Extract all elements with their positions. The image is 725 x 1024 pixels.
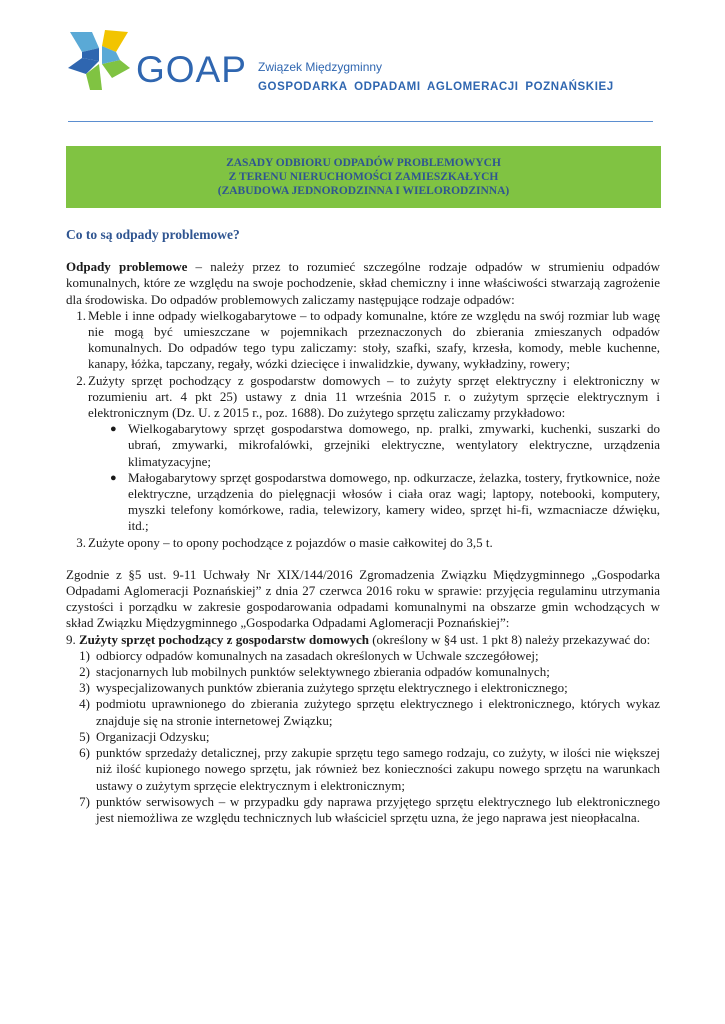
- logo-wordmark: GOAP: [136, 49, 247, 90]
- regulation-point-text: (określony w §4 ust. 1 pkt 8) należy przekazywać do:: [368, 631, 651, 647]
- bullet-icon: ●: [110, 423, 117, 436]
- banner-line1: ZASADY ODBIORU ODPADÓW PROBLEMOWYCH: [226, 157, 501, 169]
- title-banner: [66, 146, 661, 208]
- list-item: [79, 728, 660, 745]
- list-item: [79, 664, 660, 680]
- list-item-number: 3): [79, 680, 90, 696]
- list-item-text: Organizacji Odzysku;: [96, 728, 210, 744]
- org-name-line2: GOSPODARKA ODPADAMI AGLOMERACJI POZNAŃSKIEJ: [258, 81, 614, 93]
- list-item: [76, 372, 660, 535]
- list-item-text: wyspecjalizowanych punktów zbierania zużytego sprzętu elektrycznego i elektronicznego;: [96, 680, 568, 696]
- list-item: [79, 680, 660, 696]
- intro-term: Odpady problemowe: [66, 259, 188, 275]
- document-body: [66, 227, 660, 826]
- intro-paragraph: [66, 259, 660, 308]
- bullet-text: Małogabarytowy sprzęt gospodarstwa domowego, np. odkurzacze, żelazka, tostery, frytkownice, noże elektryczne, urządzenia do pielęgnacji włosów i ciała oraz wagi; laptopy, notebooki, komputery, myszki telefony komórkowe, radia, telewizory, kamery wideo, sprzęt hi-fi, wzmacniacze dźwięku, itd.;: [128, 469, 660, 534]
- list-item-text: Zużyte opony – to opony pochodzące z pojazdów o masie całkowitej do 3,5 t.: [88, 534, 493, 550]
- list-item: [76, 534, 660, 551]
- list-item-text: odbiorcy odpadów komunalnych na zasadach określonych w Uchwale szczegółowej;: [96, 647, 539, 663]
- list-item-text: punktów serwisowych – w przypadku gdy naprawa przyjętego sprzętu elektrycznego lub elektronicznego jest niemożliwa ze względu technicznych lub właściciel sprzętu uzna, że jego naprawa jest nieopłacalna.: [96, 793, 660, 825]
- list-item: [76, 307, 660, 373]
- intro-definition: – należy przez to rozumieć szczególne rodzaje odpadów w strumieniu odpadów komunalnych, które ze względu na swoje pochodzenie, skład chemiczny i inne właściwości stwarzają zagrożenie dla środowiska. Do odpadów problemowych zaliczamy następujące rodzaje odpadów:: [66, 259, 660, 307]
- regulation-point-number: 9.: [66, 631, 76, 647]
- list-item-number: 5): [79, 728, 90, 744]
- banner-line2: Z TERENU NIERUCHOMOŚCI ZAMIESZKAŁYCH: [228, 171, 499, 183]
- regulation-point: [66, 632, 660, 648]
- list-item-number: 6): [79, 745, 90, 761]
- goap-logo-icon: [68, 30, 130, 92]
- document-header: [68, 28, 658, 98]
- list-item-text: Zużyty sprzęt pochodzący z gospodarstw domowych – to zużyty sprzęt elektryczny i elektroniczny w rozumieniu art. 4 pkt 25) ustawy z dnia 11 września 2015 r. o zużytym sprzęcie elektrycznym i elektronicznym (Dz. U. z 2015 r., poz. 1688). Do zużytego sprzętu zaliczamy przykładowo:: [88, 372, 660, 421]
- disposal-options-list: [66, 648, 660, 826]
- waste-types-list: [66, 308, 660, 551]
- regulation-point-subject: Zużyty sprzęt pochodzący z gospodarstw domowych: [79, 631, 369, 647]
- list-item-text: punktów sprzedaży detalicznej, przy zakupie sprzętu tego samego rodzaju, co zużyty, w ilości nie większej niż ilość kupionego nowego sprzętu, jak również bez konieczności zakupu nowego sprzętu na warunkach ustawy o zużytym sprzęcie elektrycznym i elektronicznym;: [96, 745, 660, 793]
- regulation-paragraph: Zgodnie z §5 ust. 9-11 Uchwały Nr XIX/144/2016 Zgromadzenia Związku Międzygminnego „Gospodarka Odpadami Aglomeracji Poznańskiej” z dnia 27 czerwca 2016 roku w sprawie: przyjęcia regulaminu utrzymania czystości i porządku w zakresie gospodarowania odpadami komunalnymi na obszarze gmin wchodzących w skład Związku Międzygminnego „Gospodarka Odpadami Aglomeracji Poznańskiej”:: [66, 566, 660, 631]
- list-item-number: 3.: [76, 534, 86, 550]
- list-item: [79, 647, 660, 664]
- list-item-number: 1): [79, 647, 90, 663]
- bullet-icon: ●: [110, 471, 117, 484]
- org-name-line1: Związek Międzygminny: [258, 60, 383, 74]
- list-item-number: 7): [79, 793, 90, 809]
- list-item: [79, 793, 660, 826]
- list-item: [79, 745, 660, 794]
- list-item-number: 1.: [76, 307, 86, 323]
- bullet-item: [110, 421, 660, 470]
- header-divider: [68, 121, 653, 122]
- list-item-number: 2): [79, 664, 90, 680]
- list-item-text: podmiotu uprawnionego do zbierania zużytego sprzętu elektrycznego i elektronicznego, których wykaz znajduje się na stronie internetowej Związku;: [96, 696, 660, 728]
- list-item-text: stacjonarnych lub mobilnych punktów selektywnego zbierania odpadów komunalnych;: [96, 664, 550, 680]
- list-item-number: 2.: [76, 372, 86, 388]
- equipment-bullet-list: [88, 421, 660, 534]
- list-item-text: Meble i inne odpady wielkogabarytowe – to odpady komunalne, które ze względu na swój rozmiar lub wagę nie mogą być umieszczane w pojemnikach przeznaczonych do zbierania zmieszanych odpadów komunalnych. Do odpadów tego typu zaliczamy: stoły, szafki, szafy, krzesła, komody, meble kuchenne, kanapy, łóżka, tapczany, regały, wózki dziecięce i inwalidzkie, dywany, wykładziny, rowery;: [88, 307, 660, 372]
- bullet-item: [110, 469, 660, 535]
- bullet-text: Wielkogabarytowy sprzęt gospodarstwa domowego, np. pralki, zmywarki, kuchenki, suszarki do ubrań, zmywarki, mikrofalówki, grzejniki elektryczne, wentylatory elektryczne, urządzenia klimatyzacyjne;: [128, 421, 660, 469]
- list-item-number: 4): [79, 696, 90, 712]
- list-item: [79, 696, 660, 728]
- section-heading: Co to są odpady problemowe?: [66, 227, 240, 242]
- banner-line3: (ZABUDOWA JEDNORODZINNA I WIELORODZINNA): [217, 185, 510, 197]
